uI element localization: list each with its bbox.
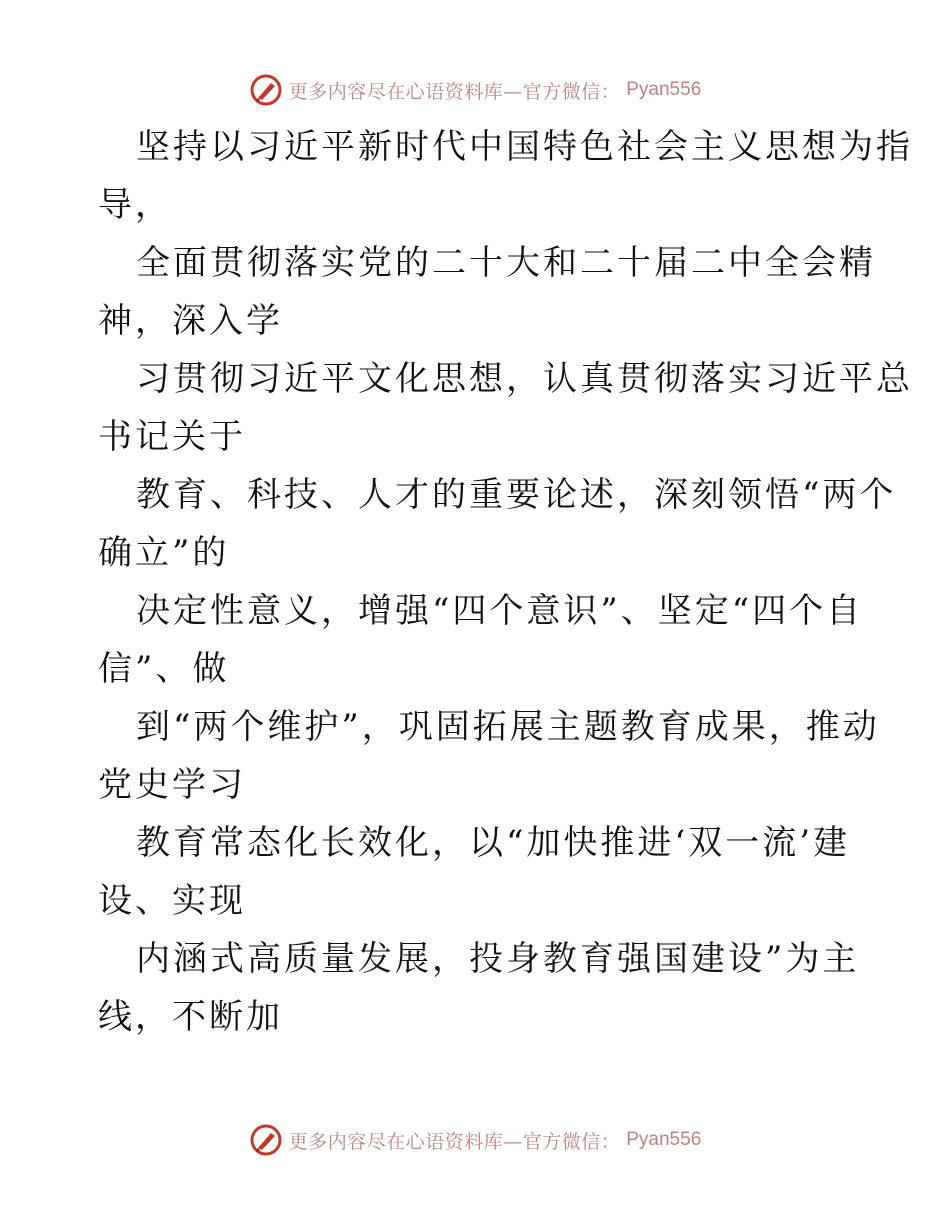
paragraph-line: 确立”的 bbox=[98, 533, 230, 573]
header-banner bbox=[0, 70, 950, 110]
paragraph-line: 决定性意义，增强“四个意识”、坚定“四个自 bbox=[136, 591, 864, 631]
paragraph-7 bbox=[98, 814, 858, 930]
paragraph-line: 习贯彻习近平文化思想，认真贯彻落实习近平总 bbox=[136, 359, 913, 399]
paragraph-line: 设、实现 bbox=[98, 881, 246, 921]
paragraph-line: 到“两个维护”，巩固拓展主题教育成果，推动 bbox=[136, 707, 880, 747]
paragraph-line: 党史学习 bbox=[98, 765, 246, 805]
paragraph-line: 坚持以习近平新时代中国特色社会主义思想为指 bbox=[136, 127, 913, 167]
document-body bbox=[98, 118, 913, 1046]
paragraph-line: 神，深入学 bbox=[98, 301, 283, 341]
header-banner-text: 更多内容尽在心语资料库—官方微信： bbox=[288, 80, 621, 103]
paragraph-3 bbox=[98, 350, 913, 466]
header-wechat-id: Pyan556 bbox=[626, 79, 702, 100]
paragraph-line: 全面贯彻落实党的二十大和二十届二中全会精 bbox=[136, 243, 876, 283]
pen-logo-icon bbox=[249, 1123, 283, 1157]
footer-banner-text: 更多内容尽在心语资料库—官方微信： bbox=[288, 1130, 621, 1153]
footer-wechat-id: Pyan556 bbox=[626, 1129, 702, 1150]
footer-banner bbox=[0, 1120, 950, 1160]
paragraph-8 bbox=[98, 930, 858, 1046]
paragraph-line: 信”、做 bbox=[98, 649, 230, 689]
paragraph-1 bbox=[98, 118, 913, 234]
paragraph-5 bbox=[98, 582, 864, 698]
paragraph-4 bbox=[98, 466, 897, 582]
paragraph-line: 导， bbox=[98, 185, 172, 225]
paragraph-line: 书记关于 bbox=[98, 417, 246, 457]
paragraph-line: 教育、科技、人才的重要论述，深刻领悟“两个 bbox=[136, 475, 897, 515]
paragraph-2 bbox=[98, 234, 876, 350]
paragraph-6 bbox=[98, 698, 880, 814]
pen-logo-icon bbox=[249, 73, 283, 107]
paragraph-line: 内涵式高质量发展，投身教育强国建设”为主 bbox=[136, 939, 860, 979]
paragraph-line: 教育常态化长效化，以“加快推进‘双一流’建 bbox=[136, 823, 850, 863]
paragraph-line: 线，不断加 bbox=[98, 997, 283, 1037]
